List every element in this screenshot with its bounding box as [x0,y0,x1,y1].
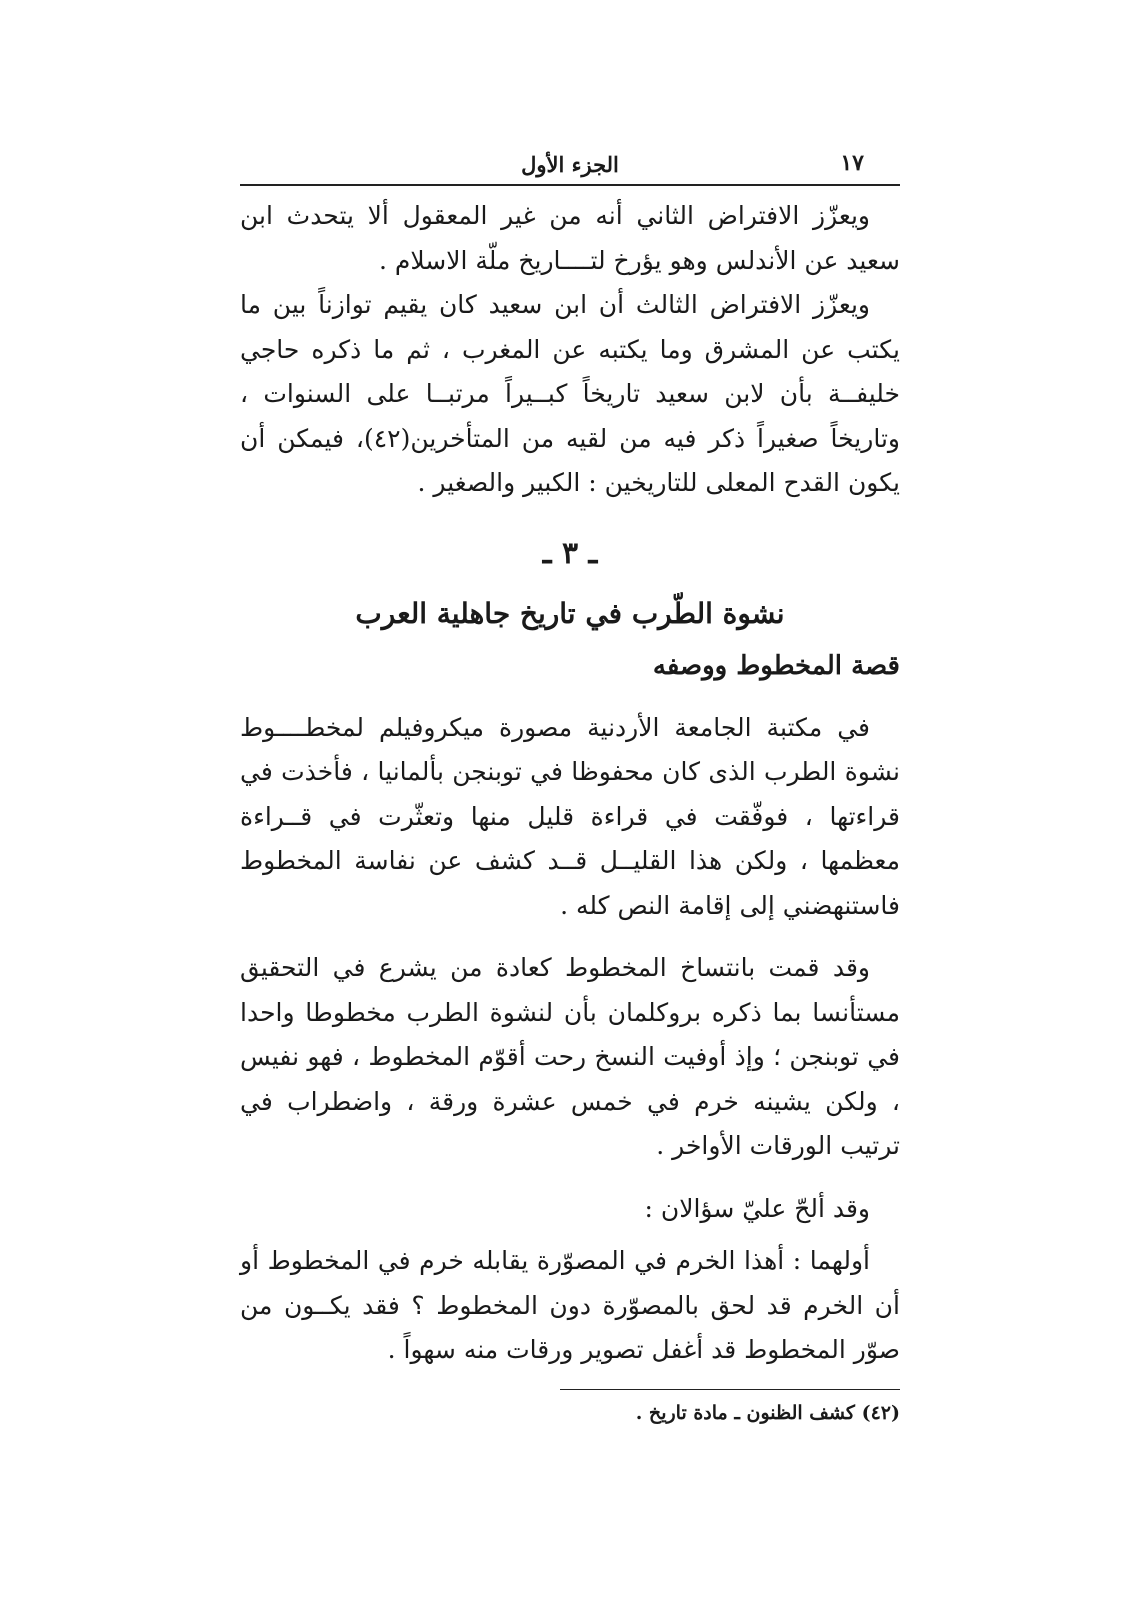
paragraph: وقد قمت بانتساخ المخطوط كعادة من يشرع في التحقيق مستأنسا بما ذكره بروكلمان بأن لنشوة الطرب مخطوطا واحدا في توبنجن ؛ وإذ أوفيت النسخ رحت أقوّم المخطوط ، فهو نفيس ، ولكن يشينه خرم في خمس عشرة ورقة ، واضطراب في ترتيب الورقات الأواخر . [240,953,900,1160]
paragraph: وقد ألحّ عليّ سؤالان : [644,1193,870,1223]
running-header-title: الجزء الأول [521,152,619,177]
footnote-divider [560,1389,900,1390]
footnote: (٤٢) كشف الظنون ـ مادة تاريخ . [635,1401,900,1424]
running-header [240,150,900,186]
section-title: نشوة الطّرب في تاريخ جاهلية العرب [355,596,785,630]
subheading: قصة المخطوط ووصفه [652,650,900,681]
book-page [240,150,900,1428]
paragraph: في مكتبة الجامعة الأردنية مصورة ميكروفيلم لمخطــــوط نشوة الطرب الذى كان محفوظا في توبنجن بألمانيا ، فأخذت في قراءتها ، فوفّقت في قراءة قليل منها وتعثّرت في قــراءة معظمها ، ولكن هذا القليــل قــد كشف عن نفاسة المخطوط فاستنهضني إلى إقامة النص كله . [240,712,900,920]
page-number: ١٧ [840,150,864,176]
paragraph: ويعزّز الافتراض الثاني أنه من غير المعقول ألا يتحدث ابن سعيد عن الأندلس وهو يؤرخ لتــــاريخ ملّة الاسلام . [240,201,900,275]
paragraph: أولهما : أهذا الخرم في المصوّرة يقابله خرم في المخطوط أو أن الخرم قد لحق بالمصوّرة دون المخطوط ؟ فقد يكــون من صوّر المخطوط قد أغفل تصوير ورقات منه سهواً . [240,1246,900,1364]
paragraph: ويعزّز الافتراض الثالث أن ابن سعيد كان يقيم توازناً بين ما يكتب عن المشرق وما يكتبه عن المغرب ، ثم ما ذكره حاجي خليفــة بأن لابن سعيد تاريخاً كبــيراً مرتبــا على السنوات ، وتاريخاً صغيراً ذكر فيه من لقيه من المتأخرين(٤٢)، فيمكن أن يكون القدح المعلى للتاريخين : الكبير والصغير . [240,290,900,497]
section-number: ـ ٣ ـ [542,535,598,571]
